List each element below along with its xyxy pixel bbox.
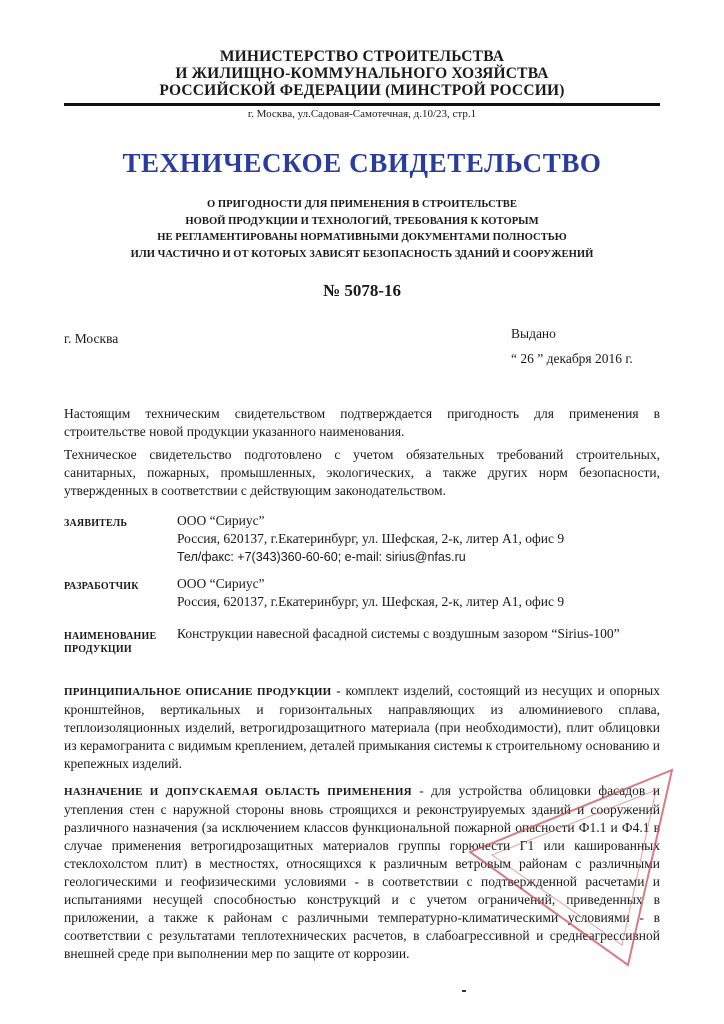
issue-city: г. Москва (64, 331, 119, 346)
developer-address: Россия, 620137, г.Екатеринбург, ул. Шефская, 2-к, литер А1, офис 9 (177, 594, 565, 609)
applicant-contacts: Тел/факс: +7(343)360-60-60; e-mail: sirius@nfas.ru (177, 550, 466, 564)
certificate-number: № 5078-16 (323, 281, 401, 300)
issued-date: “ 26 ” декабря 2016 г. (511, 351, 633, 366)
subtitle-line-2: НОВОЙ ПРОДУКЦИИ И ТЕХНОЛОГИЙ, ТРЕБОВАНИЯ К КОТОРЫМ (185, 215, 539, 227)
subtitle-line-3: НЕ РЕГЛАМЕНТИРОВАНЫ НОРМАТИВНЫМИ ДОКУМЕНТАМИ ПОЛНОСТЬЮ (157, 232, 567, 243)
product-label (64, 630, 156, 656)
prepared-paragraph: Техническое свидетельство подготовлено с учетом обязательных требований строительных, санитарных, пожарных, промышленных, экологических, а также других норм безопасности, утвержденных в соответствии с действующим законодательством. (64, 447, 660, 498)
applicant-address: Россия, 620137, г.Екатеринбург, ул. Шефская, 2-к, литер А1, офис 9 (177, 531, 565, 546)
header-divider (64, 103, 660, 106)
subtitle-line-1: О ПРИГОДНОСТИ ДЛЯ ПРИМЕНЕНИЯ В СТРОИТЕЛЬСТВЕ (207, 199, 517, 210)
purpose-heading: НАЗНАЧЕНИЕ И ДОПУСКАЕМАЯ ОБЛАСТЬ ПРИМЕНЕНИЯ (64, 786, 412, 798)
product-label-line-1: НАИМЕНОВАНИЕ (64, 631, 157, 642)
developer-details (177, 575, 667, 611)
stamp-inner-triangle (492, 790, 656, 945)
issued-label: Выдано (511, 326, 556, 341)
scan-mark (462, 990, 466, 992)
document-subtitle (0, 197, 724, 263)
product-name: Конструкции навесной фасадной системы с воздушным зазором “Sirius-100” (177, 626, 620, 641)
ministry-header (0, 48, 724, 99)
description-heading: ПРИНЦИПИАЛЬНОЕ ОПИСАНИЕ ПРОДУКЦИИ (64, 686, 332, 698)
developer-label: РАЗРАБОТЧИК (64, 581, 139, 592)
ministry-line-3: РОССИЙСКОЙ ФЕДЕРАЦИИ (МИНСТРОЙ РОССИИ) (159, 82, 565, 99)
purpose-text: - для устройства облицовки фасадов и утепления стен с наружной стороны вновь строящихся и реконструируемых зданий и сооружений различного назначения (за исключением классов функциональной пожарной опасности Ф1.1 и Ф4.1 в случае применения ветрогидрозащитных материалов группы горючести Г1 или кашированных стеклохолстом плит) в местностях, относящихся к различным ветровым районам с различными геологическими и геофизическими условиями - в соответствии с подтвержденной расчетами и испытаниями несущей способностью конструкций и с учетом ограничений, приведенных в приложении, а также к районам с различными температурно-климатическими условиями - в соответствии с результатами теплотехнических расчетов, в слабоагрессивной и среднеагрессивной внешней среде при выполнении мер по защите от коррозии. (64, 783, 660, 961)
document-title: ТЕХНИЧЕСКОЕ СВИДЕТЕЛЬСТВО (122, 148, 602, 178)
applicant-name: ООО “Сириус” (177, 513, 265, 528)
stamp-outer-triangle (470, 770, 672, 965)
ministry-address: г. Москва, ул.Садовая-Самотечная, д.10/23, стр.1 (247, 108, 477, 120)
product-label-line-2: ПРОДУКЦИИ (64, 644, 132, 655)
confirmation-paragraph: Настоящим техническим свидетельством подтверждается пригодность для применения в строительстве новой продукции указанного наименования. (64, 406, 660, 439)
description-text: - комплект изделий, состоящий из несущих и опорных кронштейнов, вертикальных и горизонтальных направляющих из алюминиевого сплава, теплоизоляционных изделий, ветрогидрозащитного материала (при необходимости), плит облицовки из керамогранита с видимым креплением, деталей примыкания системы к строительному основанию и крепежных изделий. (64, 683, 660, 771)
ministry-line-1: МИНИСТЕРСТВО СТРОИТЕЛЬСТВА (219, 48, 505, 65)
ministry-line-2: И ЖИЛИЩНО-КОММУНАЛЬНОГО ХОЗЯЙСТВА (175, 65, 549, 82)
developer-name: ООО “Сириус” (177, 576, 265, 591)
applicant-details (177, 512, 667, 566)
subtitle-line-4: ИЛИ ЧАСТИЧНО И ОТ КОТОРЫХ ЗАВИСЯТ БЕЗОПАСНОСТЬ ЗДАНИЙ И СООРУЖЕНИЙ (130, 248, 594, 260)
triangle-stamp (458, 760, 678, 975)
applicant-label: ЗАЯВИТЕЛЬ (64, 518, 128, 529)
